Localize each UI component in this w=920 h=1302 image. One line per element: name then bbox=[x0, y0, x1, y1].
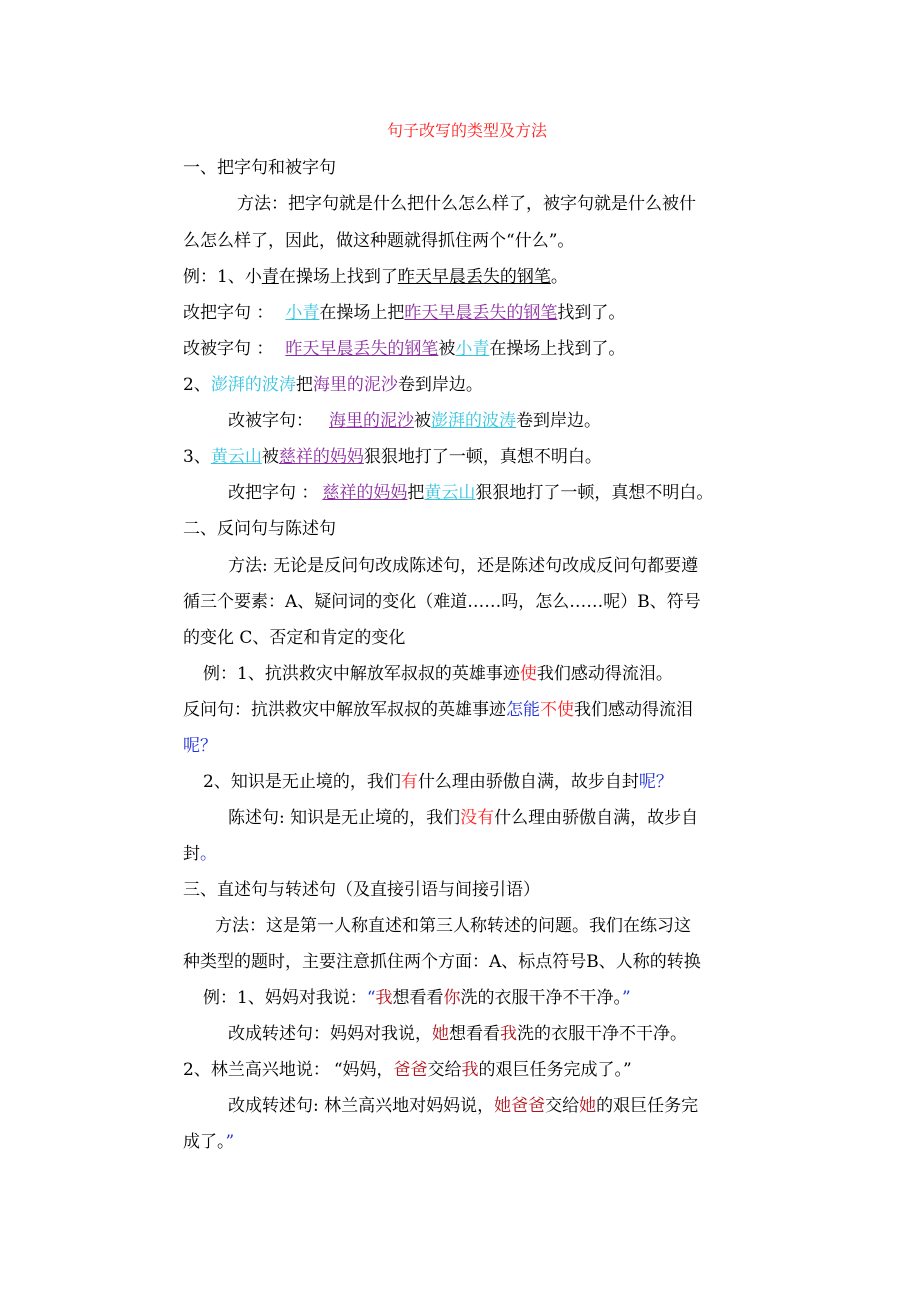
page-title: 句子改写的类型及方法 bbox=[387, 121, 548, 140]
text-segment: 改成转述句：妈妈对我说， bbox=[228, 1024, 432, 1044]
section-1-example-2 bbox=[183, 374, 483, 396]
pronoun-highlight: 她爸爸 bbox=[494, 1096, 546, 1116]
text-segment: 改把字句 ： bbox=[183, 303, 274, 323]
text-segment: 在操场上找到了。 bbox=[489, 339, 626, 359]
question-ending-highlight: 呢？ bbox=[183, 736, 217, 756]
section-3-method-line-2: 种类型的题时，主要注意抓住两个方面：A、标点符号B、人称的转换 bbox=[183, 952, 701, 972]
text-segment: 我们感动得流泪 bbox=[574, 700, 693, 720]
text-segment: 把 bbox=[407, 483, 425, 503]
section-1-bei-rewrite-2 bbox=[228, 410, 601, 432]
text-segment: 找到了。 bbox=[557, 303, 626, 323]
section-1-method-line-1: 方法：把字句就是什么把什么怎么样了，被字句就是什么被什 bbox=[237, 194, 696, 214]
text-segment: 被 bbox=[261, 447, 279, 467]
text-segment: 封 bbox=[183, 844, 200, 864]
period-highlight: 。 bbox=[200, 844, 217, 864]
text-segment: 被 bbox=[414, 411, 431, 431]
text-segment: 想看看 bbox=[449, 1024, 500, 1044]
section-3-indirect-2-end bbox=[183, 1131, 234, 1153]
section-2-statement bbox=[228, 807, 698, 829]
section-1-bei-rewrite-1 bbox=[183, 338, 625, 360]
text-segment: 例：1、妈妈对我说： bbox=[203, 988, 367, 1008]
section-1-heading: 一、把字句和被字句 bbox=[183, 158, 336, 178]
agent-highlight: 慈祥的妈妈 bbox=[278, 447, 364, 467]
pronoun-highlight: 她 bbox=[579, 1096, 597, 1116]
section-2-example-1 bbox=[203, 663, 673, 685]
text-segment: 什么理由骄傲自满，故步自 bbox=[494, 808, 699, 828]
subject-highlight: 小青 bbox=[455, 339, 490, 359]
keyword-highlight: 有 bbox=[400, 772, 418, 792]
text-segment: 改被字句： bbox=[228, 411, 313, 431]
text-segment: 成了。 bbox=[183, 1132, 226, 1152]
text-segment: 洗的衣服干净不干净。 bbox=[517, 1024, 687, 1044]
section-3-example-1 bbox=[203, 987, 631, 1009]
keyword-highlight: 使 bbox=[519, 664, 537, 684]
text-segment: 被 bbox=[438, 339, 456, 359]
section-1-ba-rewrite-1 bbox=[183, 302, 625, 324]
object-highlight: 海里的泥沙 bbox=[312, 375, 398, 395]
quote-mark-highlight: “ bbox=[366, 988, 376, 1008]
negation-highlight: 没有 bbox=[460, 808, 495, 828]
text-segment: 在操场上把 bbox=[319, 303, 405, 323]
section-3-indirect-1 bbox=[228, 1023, 687, 1045]
section-3-heading: 三、直述句与转述句（及直接引语与间接引语） bbox=[183, 880, 540, 900]
section-1-example-1 bbox=[183, 266, 568, 288]
section-2-example-2 bbox=[203, 771, 673, 793]
agent-highlight: 慈祥的妈妈 bbox=[322, 483, 408, 503]
text-segment: 的艰巨任务完 bbox=[596, 1096, 699, 1116]
section-1-method-line-2: 么怎么样了，因此，做这种题就得抓住两个“什么”。 bbox=[183, 231, 575, 251]
section-2-method-line-2: 循三个要素：A、疑问词的变化（难道……吗，怎么……呢）B、符号 bbox=[183, 592, 701, 612]
pronoun-highlight: 我 bbox=[375, 988, 393, 1008]
quote-mark-highlight: ” bbox=[225, 1132, 235, 1152]
subject-highlight: 小青 bbox=[285, 303, 320, 323]
object-highlight: 海里的泥沙 bbox=[329, 411, 414, 431]
text-segment: 改被字句 ： bbox=[183, 339, 274, 359]
section-2-rhetorical-question bbox=[183, 699, 693, 721]
text-segment: 我们感动得流泪。 bbox=[536, 664, 673, 684]
text-segment: 狠狠地打了一顿，真想不明白。 bbox=[363, 447, 602, 467]
section-2-method-line-3: 的变化 C、否定和肯定的变化 bbox=[183, 628, 406, 648]
text-segment: 洗的衣服干净不干净。 bbox=[460, 988, 623, 1008]
text-segment: 的艰巨任务完成了。” bbox=[478, 1060, 632, 1080]
text-segment: 反问句：抗洪救灾中解放军叔叔的英雄事迹 bbox=[183, 700, 506, 720]
subject-underlined: 青 bbox=[261, 267, 279, 287]
section-1-ba-rewrite-3 bbox=[228, 482, 713, 504]
text-segment: 3、 bbox=[183, 447, 211, 467]
text-segment: 。 bbox=[550, 267, 568, 287]
text-segment: 2、林兰高兴地说： bbox=[183, 1060, 330, 1080]
text-segment: 什么理由骄傲自满，故步自封 bbox=[417, 772, 639, 792]
text-segment: 陈述句: 知识是无止境的，我们 bbox=[228, 808, 461, 828]
text-segment: 2、知识是无止境的，我们 bbox=[203, 772, 401, 792]
pronoun-highlight: 你 bbox=[443, 988, 461, 1008]
subject-highlight: 黄云山 bbox=[210, 447, 262, 467]
text-segment: 例：1、抗洪救灾中解放军叔叔的英雄事迹 bbox=[203, 664, 520, 684]
text-segment: 例：1、小 bbox=[183, 267, 262, 287]
text-segment: 卷到岸边。 bbox=[516, 411, 601, 431]
pronoun-highlight: 她 bbox=[432, 1024, 449, 1044]
object-highlight: 昨天早晨丢失的钢笔 bbox=[285, 339, 439, 359]
text-segment: 想看看 bbox=[392, 988, 444, 1008]
text-segment: 在操场上找到了 bbox=[278, 267, 398, 287]
text-segment: 2、 bbox=[183, 375, 211, 395]
object-underlined: 昨天早晨丢失的钢笔 bbox=[397, 267, 551, 287]
section-3-indirect-2 bbox=[228, 1095, 698, 1117]
section-2-method-line-1: 方法: 无论是反问句改成陈述句，还是陈述句改成反问句都要遵 bbox=[228, 556, 699, 576]
object-highlight: 昨天早晨丢失的钢笔 bbox=[404, 303, 558, 323]
question-ending-highlight: 呢？ bbox=[638, 772, 673, 792]
subject-highlight: 澎湃的波涛 bbox=[210, 375, 296, 395]
quote-mark-highlight: ” bbox=[622, 988, 631, 1008]
text-segment: 交给 bbox=[545, 1096, 580, 1116]
text-segment: 卷到岸边。 bbox=[397, 375, 483, 395]
negation-highlight: 不使 bbox=[540, 700, 574, 720]
pronoun-highlight: 我 bbox=[461, 1060, 479, 1080]
text-segment: “妈妈， bbox=[333, 1060, 394, 1080]
pronoun-highlight: 爸爸 bbox=[393, 1060, 428, 1080]
section-3-method-line-1: 方法：这是第一人称直述和第三人称转述的问题。我们在练习这 bbox=[215, 916, 691, 936]
section-1-example-3 bbox=[183, 446, 602, 468]
section-2-statement-end bbox=[183, 843, 217, 865]
section-3-example-2 bbox=[183, 1059, 632, 1081]
text-segment: 狠狠地打了一顿，真想不明白。 bbox=[475, 483, 714, 503]
question-word-highlight: 怎能 bbox=[506, 700, 540, 720]
text-segment: 改成转述句: 林兰高兴地对妈妈说， bbox=[228, 1096, 495, 1116]
subject-highlight: 澎湃的波涛 bbox=[431, 411, 516, 431]
pronoun-highlight: 我 bbox=[500, 1024, 517, 1044]
section-2-heading: 二、反问句与陈述句 bbox=[183, 519, 336, 539]
subject-highlight: 黄云山 bbox=[424, 483, 476, 503]
text-segment: 把 bbox=[295, 375, 313, 395]
text-segment: 交给 bbox=[427, 1060, 462, 1080]
text-segment: 改把字句 ： bbox=[228, 483, 319, 503]
